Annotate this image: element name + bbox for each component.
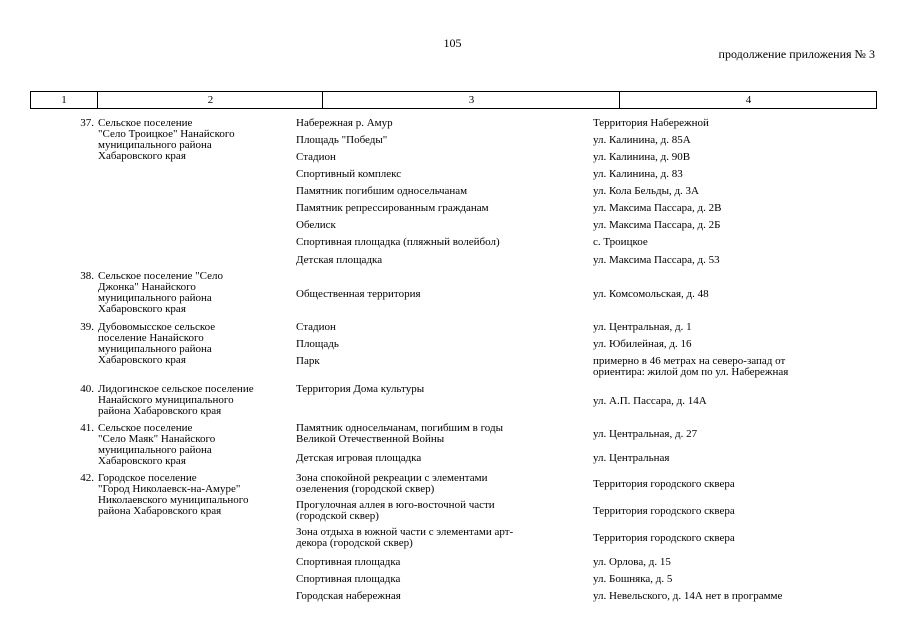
object-name: Прогулочная аллея в юго-восточной части [296,499,495,511]
object-address: ул. Центральная, д. 27 [593,428,698,440]
object-name: Площадь "Победы" [296,134,388,146]
object-address: Территория городского сквера [593,532,735,544]
object-address: ул. Максима Пассара, д. 2Б [593,219,721,231]
settlement-name: Нанайского муниципального [98,394,234,406]
settlement-name: муниципального района [98,139,212,151]
object-address: с. Троицкое [593,236,648,248]
row-number: 37. [80,117,94,129]
object-address: ул. Юбилейная, д. 16 [593,338,692,350]
settlement-name: Джонка" Нанайского [98,281,196,293]
settlement-name: Хабаровского края [98,354,186,366]
header-col-3: 3 [322,92,620,108]
object-name: Великой Отечественной Войны [296,433,445,445]
header-col-1: 1 [61,94,67,106]
object-name: Площадь [296,338,339,350]
object-name: озеленения (городской сквер) [296,483,435,495]
object-name: Детская площадка [296,254,383,266]
settlement-name: Хабаровского края [98,303,186,315]
object-address: ул. Центральная, д. 1 [593,321,692,333]
row-number: 39. [80,321,94,333]
settlement-name: муниципального района [98,444,212,456]
object-address: ул. Калинина, д. 83 [593,168,683,180]
object-name: Памятник односельчанам, погибшим в годы [296,422,503,434]
page-number: 105 [443,36,462,50]
object-address: ул. Калинина, д. 85А [593,134,691,146]
row-number: 38. [80,270,94,282]
table-header [30,91,877,109]
settlement-name: муниципального района [98,292,212,304]
settlement-name: Лидогинское сельское поселение [98,383,254,395]
object-name: Спортивная площадка (пляжный волейбол) [296,236,500,248]
settlement-name: района Хабаровского края [98,405,222,417]
row-number: 40. [80,383,94,395]
object-address: ул. Центральная [593,452,670,464]
object-address: ул. Максима Пассара, д. 2В [593,202,722,214]
object-address: ул. Невельского, д. 14А нет в программе [593,590,783,602]
settlement-name: муниципального района [98,343,212,355]
object-name: Зона отдыха в южной части с элементами арт- [296,526,514,538]
header-col-2: 2 [97,92,323,108]
settlement-name: Хабаровского края [98,150,186,162]
settlement-name: "Село Троицкое" Нанайского [98,128,235,140]
row-number: 42. [80,472,94,484]
header-col-4: 4 [619,92,877,108]
object-address: ул. А.П. Пассара, д. 14А [593,395,707,407]
object-name: Стадион [296,151,336,163]
settlement-name: Городское поселение [98,472,197,484]
object-name: Зона спокойной рекреации с элементами [296,472,488,484]
settlement-name: Сельское поселение [98,422,193,434]
object-name: Памятник репрессированным гражданам [296,202,489,214]
object-address: ул. Кола Бельды, д. 3А [593,185,700,197]
object-name: декора (городской сквер) [296,537,413,549]
settlement-name: Дубовомысское сельское [98,321,216,333]
settlement-name: Николаевского муниципального [98,494,249,506]
object-name: Стадион [296,321,336,333]
object-address: ул. Орлова, д. 15 [593,556,671,568]
object-address: Территория городского сквера [593,478,735,490]
object-address: ул. Комсомольская, д. 48 [593,288,709,300]
settlement-name: Хабаровского края [98,455,186,467]
settlement-name: "Город Николаевск-на-Амуре" [98,483,241,495]
object-name: Памятник погибшим односельчанам [296,185,468,197]
continuation-label: продолжение приложения № 3 [718,47,875,61]
object-name: Городская набережная [296,590,401,602]
row-number: 41. [80,422,94,434]
settlement-name: "Село Маяк" Нанайского [98,433,216,445]
object-name: Спортивная площадка [296,573,401,585]
object-name: Парк [296,355,320,367]
object-address: Территория Набережной [593,117,709,129]
object-address: ориентира: жилой дом по ул. Набережная [593,366,789,378]
object-address: примерно в 46 метрах на северо-запад от [593,355,786,367]
object-name: Общественная территория [296,288,421,300]
object-address: ул. Бошняка, д. 5 [593,573,673,585]
object-name: (городской сквер) [296,510,379,522]
settlement-name: Сельское поселение [98,117,193,129]
object-name: Обелиск [296,219,336,231]
object-name: Спортивная площадка [296,556,401,568]
settlement-name: района Хабаровского края [98,505,222,517]
object-address: ул. Максима Пассара, д. 53 [593,254,720,266]
settlement-name: поселение Нанайского [98,332,204,344]
object-name: Спортивный комплекс [296,168,402,180]
object-name: Набережная р. Амур [296,117,393,129]
settlement-name: Сельское поселение "Село [98,270,223,282]
object-address: ул. Калинина, д. 90В [593,151,691,163]
object-name: Детская игровая площадка [296,452,422,464]
object-name: Территория Дома культуры [296,383,425,395]
object-address: Территория городского сквера [593,505,735,517]
